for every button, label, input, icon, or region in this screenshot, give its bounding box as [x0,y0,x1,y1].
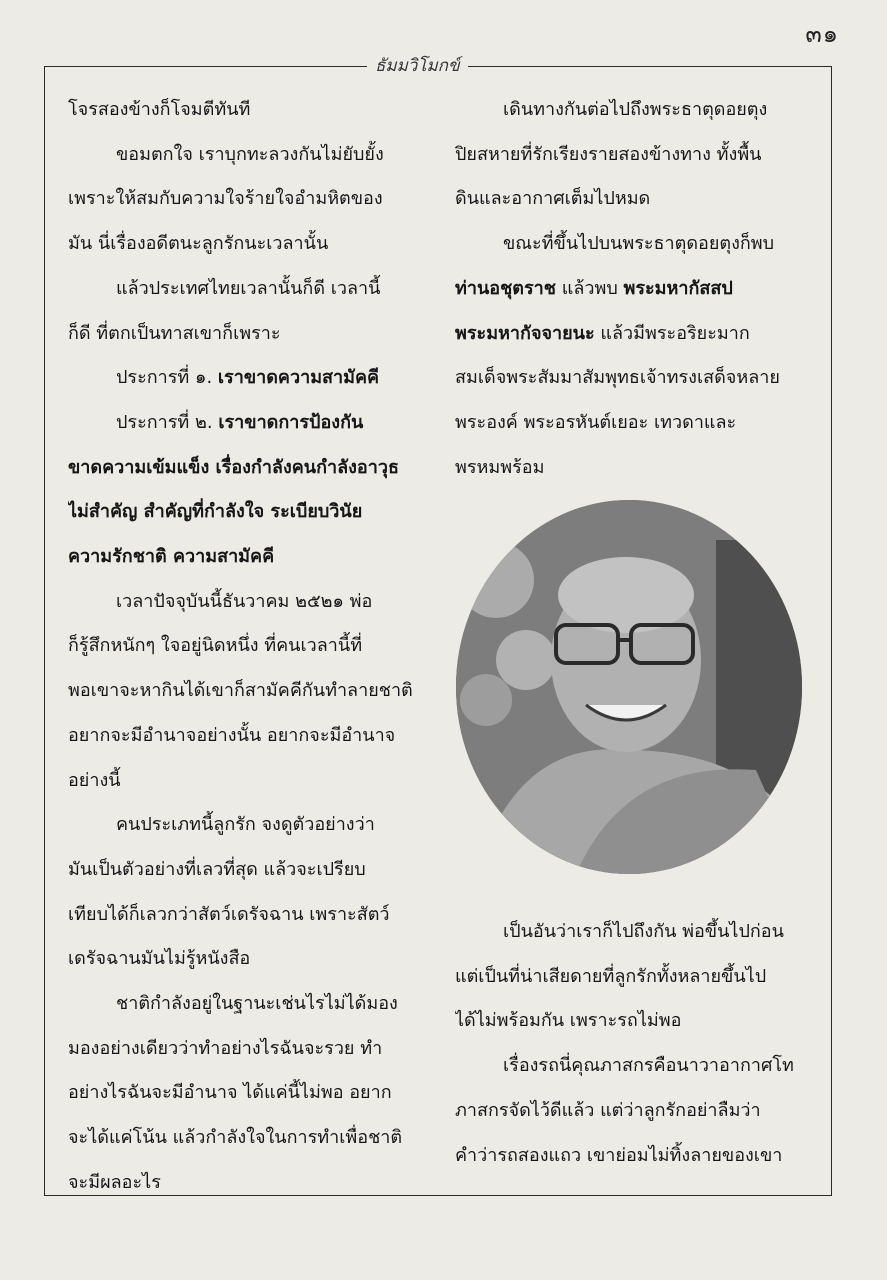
page-number: ๓๑ [805,20,839,48]
right-bottom-line-1: เป็นอันว่าเราก็ไปถึงกัน พ่อขึ้นไปก่อน [503,921,784,942]
left-line-7-bold: เราขาดความสามัคคี [217,367,380,389]
left-line-8 [68,401,414,446]
left-line-15: อยากจะมีอำนาจอย่างนั้น อยากจะมีอำนาจ [68,724,396,746]
left-line-19: เทียบได้ก็เลวกว่าสัตว์เดรัจฉาน เพราะสัตว์ [68,903,390,925]
left-line-20: เดรัจฉานมันไม่รู้หนังสือ [68,948,251,970]
right-bottom-line-5: ภาสกรจัดไว้ดีแล้ว แต่ว่าลูกรักอย่าลืมว่า [455,1099,761,1121]
left-line-6: ก็ดี ที่ตกเป็นทาสเขาก็เพราะ [68,322,281,344]
right-column-bottom [455,910,807,1178]
right-line-8: พระองค์ พระอรหันต์เยอะ เทวดาและ [455,411,737,433]
left-line-8-bold: เราขาดการป้องกัน [218,411,364,433]
right-line-1: เดินทางกันต่อไปถึงพระธาตุดอยตุง [503,99,768,120]
left-line-8-text: ประการที่ ๒. [116,411,219,433]
right-line-6-bold: พระมหากัจจายนะ [455,322,595,344]
left-line-14: พอเขาจะหากินได้เขาก็สามัคคีกันทำลายชาติ [68,680,413,702]
right-line-6 [455,312,807,357]
right-line-7: สมเด็จพระสัมมาสัมพุทธเจ้าทรงเสด็จหลาย [455,367,780,389]
left-line-2: ขอมตกใจ เราบุกทะลวงกันไม่ยับยั้ง [116,143,384,165]
left-column [68,88,414,1206]
left-line-10-bold: ไม่สำคัญ สำคัญที่กำลังใจ ระเบียบวินัย [68,501,363,523]
monk-portrait-illustration [456,500,802,874]
left-line-1: โจรสองข้างก็โจมตีทันที [68,99,251,120]
left-line-4: มัน นี่เรื่องอดีตนะลูกรักนะเวลานั้น [68,233,329,255]
left-line-24: จะได้แค่โน้น แล้วกำลังใจในการทำเพื่อชาติ [68,1127,403,1149]
running-head: ธัมมวิโมกข์ [367,52,468,79]
left-line-7 [68,356,414,401]
left-line-9 [68,446,414,491]
left-line-11 [68,535,414,580]
right-line-4: ขณะที่ขึ้นไปบนพระธาตุดอยตุงก็พบ [503,233,775,255]
right-bottom-line-6: คำว่ารถสองแถว เขาย่อมไม่ทิ้งลายของเขา [455,1144,783,1166]
right-line-3: ดินและอากาศเต็มไปหมด [455,188,651,210]
right-bottom-line-3: ได้ไม่พร้อมกัน เพราะรถไม่พอ [455,1010,682,1032]
left-line-12: เวลาปัจจุบันนี้ธันวาคม ๒๕๒๑ พ่อ [116,590,373,612]
left-line-21: ชาติกำลังอยู่ในฐานะเช่นไรไม่ได้มอง [116,993,398,1015]
left-line-9-bold: ขาดความเข้มแข็ง เรื่องกำลังคนกำลังอาวุธ [68,456,399,478]
left-line-7-text: ประการที่ ๑. [116,367,218,389]
right-line-6-text: แล้วมีพระอริยะมาก [594,322,750,344]
left-line-5: แล้วประเทศไทยเวลานั้นก็ดี เวลานี้ [116,277,381,299]
left-line-18: มันเป็นตัวอย่างที่เลวที่สุด แล้วจะเปรียบ [68,858,366,880]
left-line-16: อย่างนี้ [68,769,121,791]
right-line-9: พรหมพร้อม [455,456,545,478]
left-line-25: จะมีผลอะไร [68,1171,161,1193]
right-line-5-text: แล้วพบ [556,277,624,299]
right-line-5 [455,267,807,312]
left-line-17: คนประเภทนี้ลูกรัก จงดูตัวอย่างว่า [116,814,375,836]
left-line-11-bold: ความรักชาติ ความสามัคคี [68,546,275,568]
monk-portrait-photo [456,500,802,874]
left-line-3: เพราะให้สมกับความใจร้ายใจอำมหิตของ [68,188,383,210]
left-line-13: ก็รู้สึกหนักๆ ใจอยู่นิดหนึ่ง ที่คนเวลานี้ที่ [68,635,363,657]
left-line-10 [68,490,414,535]
right-line-5-bold-b: พระมหากัสสป [623,277,733,299]
right-line-2: ปิยสหายที่รักเรียงรายสองข้างทาง ทั้งพื้น [455,143,762,165]
right-column-top [455,88,807,490]
left-line-23: อย่างไรฉันจะมีอำนาจ ได้แค่นี้ไม่พอ อยาก [68,1082,392,1104]
right-bottom-line-2: แต่เป็นที่น่าเสียดายที่ลูกรักทั้งหลายขึ้นไป [455,965,767,987]
right-bottom-line-4: เรื่องรถนี่คุณภาสกรคือนาวาอากาศโท [503,1055,794,1077]
right-line-5-bold-a: ท่านอชุตราช [455,277,556,299]
left-line-22: มองอย่างเดียวว่าทำอย่างไรฉันจะรวย ทำ [68,1037,383,1059]
